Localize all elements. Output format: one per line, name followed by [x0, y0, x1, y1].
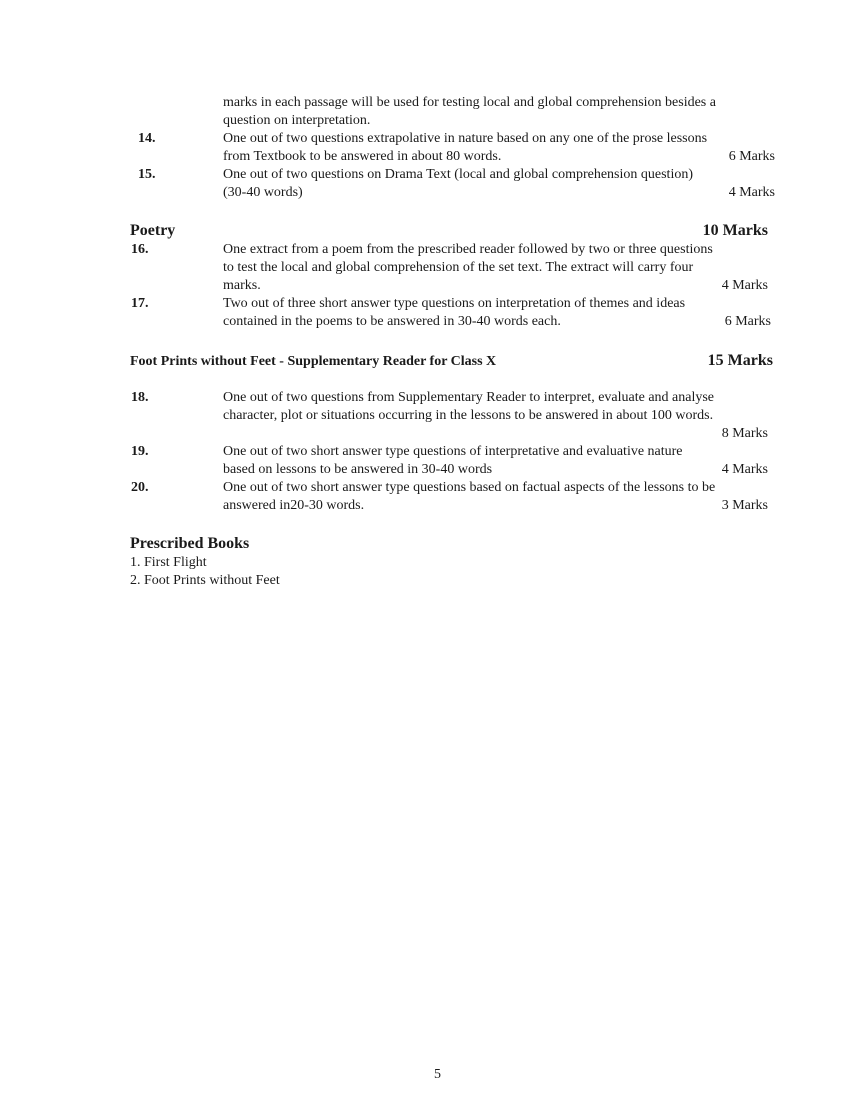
item-19-marks: 4 Marks: [721, 462, 768, 477]
item-18-marks: 8 Marks: [721, 426, 768, 441]
item-19-line-1: One out of two short answer type questions of interpretative and evaluative nature: [223, 444, 683, 459]
item-16-line-2: to test the local and global comprehension of the set text. The extract will carry four: [223, 260, 694, 275]
item-number-19: 19.: [131, 444, 149, 459]
item-17-line-2: contained in the poems to be answered in 30-40 words each.: [223, 314, 561, 329]
supplementary-heading: Foot Prints without Feet - Supplementary Reader for Class X: [130, 354, 497, 369]
item-17-marks: 6 Marks: [724, 314, 771, 329]
item-16-line-3: marks.: [223, 278, 261, 293]
item-15-line-2: (30-40 words): [223, 185, 303, 200]
poetry-heading: Poetry: [130, 222, 176, 239]
item-20-line-2: answered in20-30 words.: [223, 498, 365, 513]
item-20-marks: 3 Marks: [721, 498, 768, 513]
item-number-14: 14.: [138, 131, 156, 146]
item-15-line-1: One out of two questions on Drama Text (local and global comprehension question): [223, 167, 693, 182]
prescribed-books-heading: Prescribed Books: [130, 535, 250, 552]
item-14-marks: 6 Marks: [728, 149, 775, 164]
item-16-marks: 4 Marks: [721, 278, 768, 293]
item-number-18: 18.: [131, 390, 149, 405]
page-number: 5: [434, 1067, 441, 1082]
continuation-line-2: question on interpretation.: [223, 113, 371, 128]
item-18-line-1: One out of two questions from Supplementary Reader to interpret, evaluate and analyse: [223, 390, 715, 405]
prescribed-book-1: 1. First Flight: [130, 555, 207, 570]
prescribed-book-2: 2. Foot Prints without Feet: [130, 573, 280, 588]
item-14-line-2: from Textbook to be answered in about 80 words.: [223, 149, 502, 164]
item-18-line-2: character, plot or situations occurring in the lessons to be answered in about 100 words.: [223, 408, 714, 423]
item-number-15: 15.: [138, 167, 156, 182]
item-number-20: 20.: [131, 480, 149, 495]
poetry-marks: 10 Marks: [702, 222, 768, 239]
supplementary-marks: 15 Marks: [707, 352, 773, 369]
item-number-17: 17.: [131, 296, 149, 311]
item-17-line-1: Two out of three short answer type questions on interpretation of themes and ideas: [223, 296, 686, 311]
item-19-line-2: based on lessons to be answered in 30-40 words: [223, 462, 493, 477]
item-20-line-1: One out of two short answer type questions based on factual aspects of the lessons to be: [223, 480, 716, 495]
continuation-line-1: marks in each passage will be used for testing local and global comprehension besides a: [223, 95, 716, 110]
item-16-line-1: One extract from a poem from the prescribed reader followed by two or three questions: [223, 242, 713, 257]
item-15-marks: 4 Marks: [728, 185, 775, 200]
item-14-line-1: One out of two questions extrapolative in nature based on any one of the prose lessons: [223, 131, 708, 146]
item-number-16: 16.: [131, 242, 149, 257]
